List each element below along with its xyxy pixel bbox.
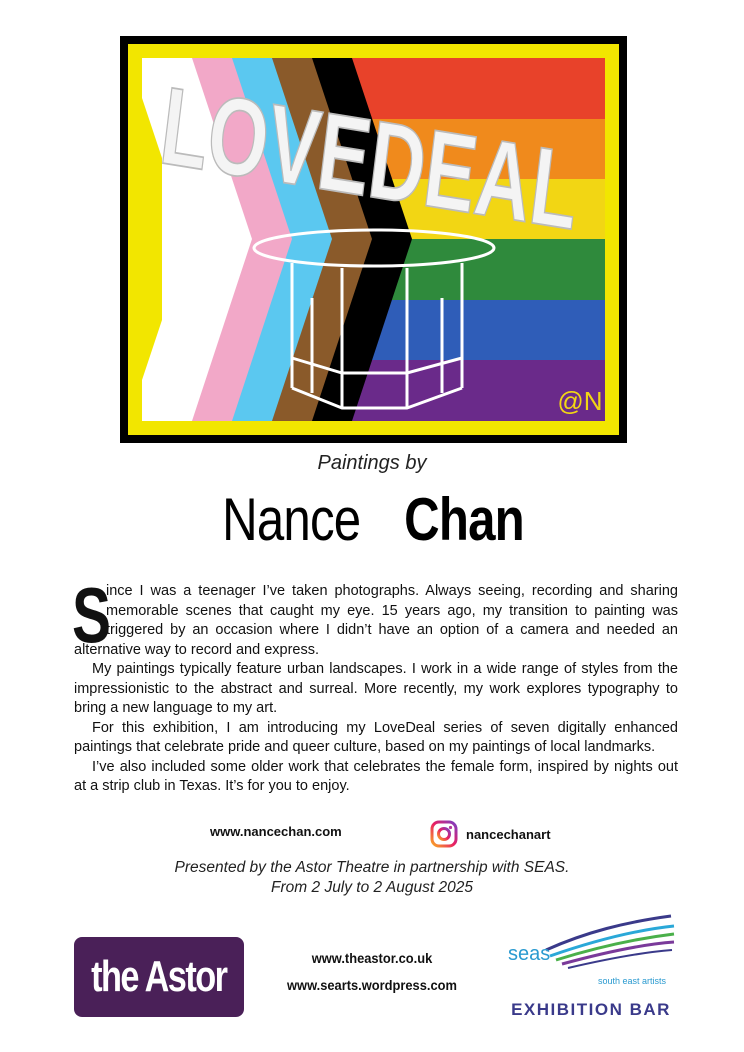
lovedeal-lettering: LOVEDEAL xyxy=(154,62,688,270)
bio-paragraph: For this exhibition, I am introducing my LoveDeal series of seven digitally enhanced paintings that celebrate pride and queer culture, based on my paintings of local landmarks. xyxy=(74,719,678,755)
artist-last-name: Chan xyxy=(404,486,524,553)
artwork-border xyxy=(128,44,688,435)
artist-signature: @N xyxy=(557,386,603,416)
seas-tagline: south east artists xyxy=(598,976,667,986)
presented-by xyxy=(0,858,744,898)
instagram-link[interactable] xyxy=(430,820,551,848)
astor-url[interactable]: www.theastor.co.uk xyxy=(311,950,433,966)
subtitle: Paintings by xyxy=(317,452,427,474)
bio-paragraph: I’ve also included some older work that celebrates the female form, inspired by nights out at a strip club in Texas. It’s for you to enjoy. xyxy=(74,758,678,794)
artist-first-name: Nance xyxy=(222,486,361,553)
artist-bio xyxy=(72,571,678,797)
drop-cap: S xyxy=(72,571,112,659)
seas-wordmark: seas xyxy=(508,943,551,965)
progress-pride-flag xyxy=(142,58,688,421)
exhibition-bar-label: EXHIBITION BAR xyxy=(511,1000,671,1019)
seas-brushstroke-icon xyxy=(506,912,678,992)
bio-paragraph xyxy=(72,571,678,660)
presented-dates: From 2 July to 2 August 2025 xyxy=(271,879,473,896)
instagram-icon xyxy=(430,820,458,848)
seas-url[interactable]: www.searts.wordpress.com xyxy=(287,977,457,993)
artwork-frame xyxy=(120,36,688,443)
instagram-handle: nancechanart xyxy=(466,826,551,842)
presented-line-1: Presented by the Astor Theatre in partnership with SEAS. xyxy=(174,859,570,876)
bio-text-1: ince I was a teenager I’ve taken photographs. Always seeing, recording and sharing memorable scenes that caught my eye. 15 years ago, my transition to painting was triggered by an occasion where I didn’t have an option of a camera and needed an alternative way to record and express. xyxy=(74,583,678,658)
bio-paragraph: My paintings typically feature urban landscapes. I work in a wide range of styles from the impressionistic to the abstract and surreal. More recently, my work explores typography to bring a new language to my art. xyxy=(74,661,678,716)
lovedeal-painting xyxy=(142,58,688,421)
website-link[interactable]: www.nancechan.com xyxy=(210,824,342,839)
astor-logo-text: the Astor xyxy=(91,952,227,1001)
artist-name xyxy=(0,480,744,560)
